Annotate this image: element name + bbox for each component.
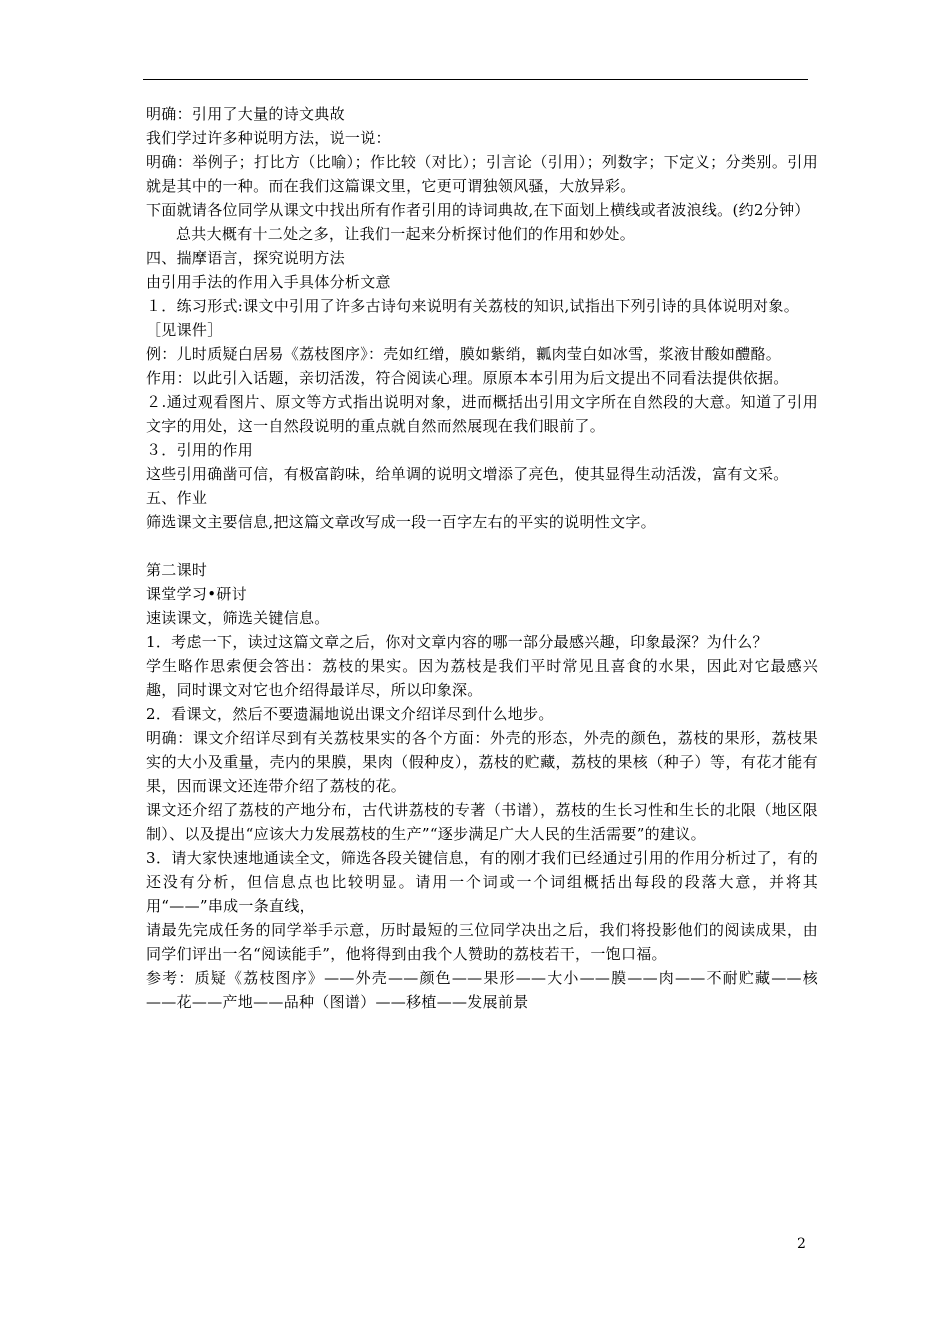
- page-number: 2: [797, 1236, 806, 1252]
- paragraph: 筛选课文主要信息,把这篇文章改写成一段一百字左右的平实的说明性文字。: [146, 513, 656, 531]
- blank-line: [146, 534, 818, 558]
- paragraph: 例：儿时质疑白居易《荔枝图序》：壳如红缯，膜如紫绡，瓤肉莹白如冰雪，浆液甘酸如醴酪。: [146, 345, 782, 363]
- paragraph: 总共大概有十二处之多，让我们一起来分析探讨他们的作用和妙处。: [176, 225, 636, 243]
- paragraph: 明确：课文介绍详尽到有关荔枝果实的各个方面：外壳的形态，外壳的颜色，荔枝的果形，荔枝果实的大小及重量，壳内的果膜，果肉（假种皮），荔枝的贮藏，荔枝的果核（种子）等，有花才能有果，因而课文还连带介绍了荔枝的花。: [146, 729, 818, 795]
- paragraph: 我们学过许多种说明方法，说一说：: [146, 129, 391, 147]
- paragraph: 课文还介绍了荔枝的产地分布，古代讲荔枝的专著（书谱），荔枝的生长习性和生长的北限（地区限制）、以及提出“应该大力发展荔枝的生产”“逐步满足广大人民的生活需要”的建议。: [146, 801, 818, 843]
- paragraph: 3．请大家快速地通读全文，筛选各段关键信息，有的刚才我们已经通过引用的作用分析过了，有的还没有分析，但信息点也比较明显。请用一个词或一个词组概括出每段的段落大意，并将其用“——”串成一条直线，: [146, 849, 818, 915]
- header-rule: [143, 79, 808, 80]
- paragraph: ［见课件］: [146, 321, 223, 339]
- paragraph: 课堂学习•研讨: [146, 585, 247, 603]
- section-heading: 第二课时: [146, 561, 208, 579]
- paragraph: 明确：举例子；打比方（比喻）；作比较（对比）；引言论（引用）；列数字；下定义；分类别。引用就是其中的一种。而在我们这篇课文里，它更可谓独领风骚，大放异彩。: [146, 153, 818, 195]
- paragraph: 下面就请各位同学从课文中找出所有作者引用的诗词典故,在下面划上横线或者波浪线。(约2分钟）: [146, 201, 810, 219]
- paragraph: 1．考虑一下，读过这篇文章之后，你对文章内容的哪一部分最感兴趣，印象最深？为什么？: [146, 633, 768, 651]
- paragraph: 2．看课文，然后不要遗漏地说出课文介绍详尽到什么地步。: [146, 705, 554, 723]
- paragraph: ２.通过观看图片、原文等方式指出说明对象，进而概括出引用文字所在自然段的大意。知道了引用文字的用处，这一自然段说明的重点就自然而然展现在我们眼前了。: [146, 393, 818, 435]
- paragraph: 这些引用确凿可信，有极富韵味，给单调的说明文增添了亮色，使其显得生动活泼，富有文采。: [146, 465, 789, 483]
- document-body: [146, 102, 818, 1014]
- paragraph: 参考：质疑《荔枝图序》——外壳——颜色——果形——大小——膜——肉——不耐贮藏——核——花——产地——品种（图谱）——移植——发展前景: [146, 969, 818, 1011]
- paragraph: １．练习形式:课文中引用了许多古诗句来说明有关荔枝的知识,试指出下列引诗的具体说明对象。: [146, 297, 800, 315]
- paragraph: 学生略作思索便会答出：荔枝的果实。因为荔枝是我们平时常见且喜食的水果，因此对它最感兴趣，同时课文对它也介绍得最详尽，所以印象深。: [146, 657, 818, 699]
- paragraph: 由引用手法的作用入手具体分析文意: [146, 273, 391, 291]
- paragraph: 速读课文，筛选关键信息。: [146, 609, 330, 627]
- paragraph: 明确：引用了大量的诗文典故: [146, 105, 345, 123]
- section-heading: 四、揣摩语言，探究说明方法: [146, 249, 345, 267]
- paragraph: 作用：以此引入话题，亲切活泼，符合阅读心理。原原本本引用为后文提出不同看法提供依据。: [146, 369, 789, 387]
- paragraph: ３．引用的作用: [146, 441, 254, 459]
- paragraph: 请最先完成任务的同学举手示意，历时最短的三位同学决出之后，我们将投影他们的阅读成果，由同学们评出一名“阅读能手”，他将得到由我个人赞助的荔枝若干，一饱口福。: [146, 921, 818, 963]
- section-heading: 五、作业: [146, 489, 208, 507]
